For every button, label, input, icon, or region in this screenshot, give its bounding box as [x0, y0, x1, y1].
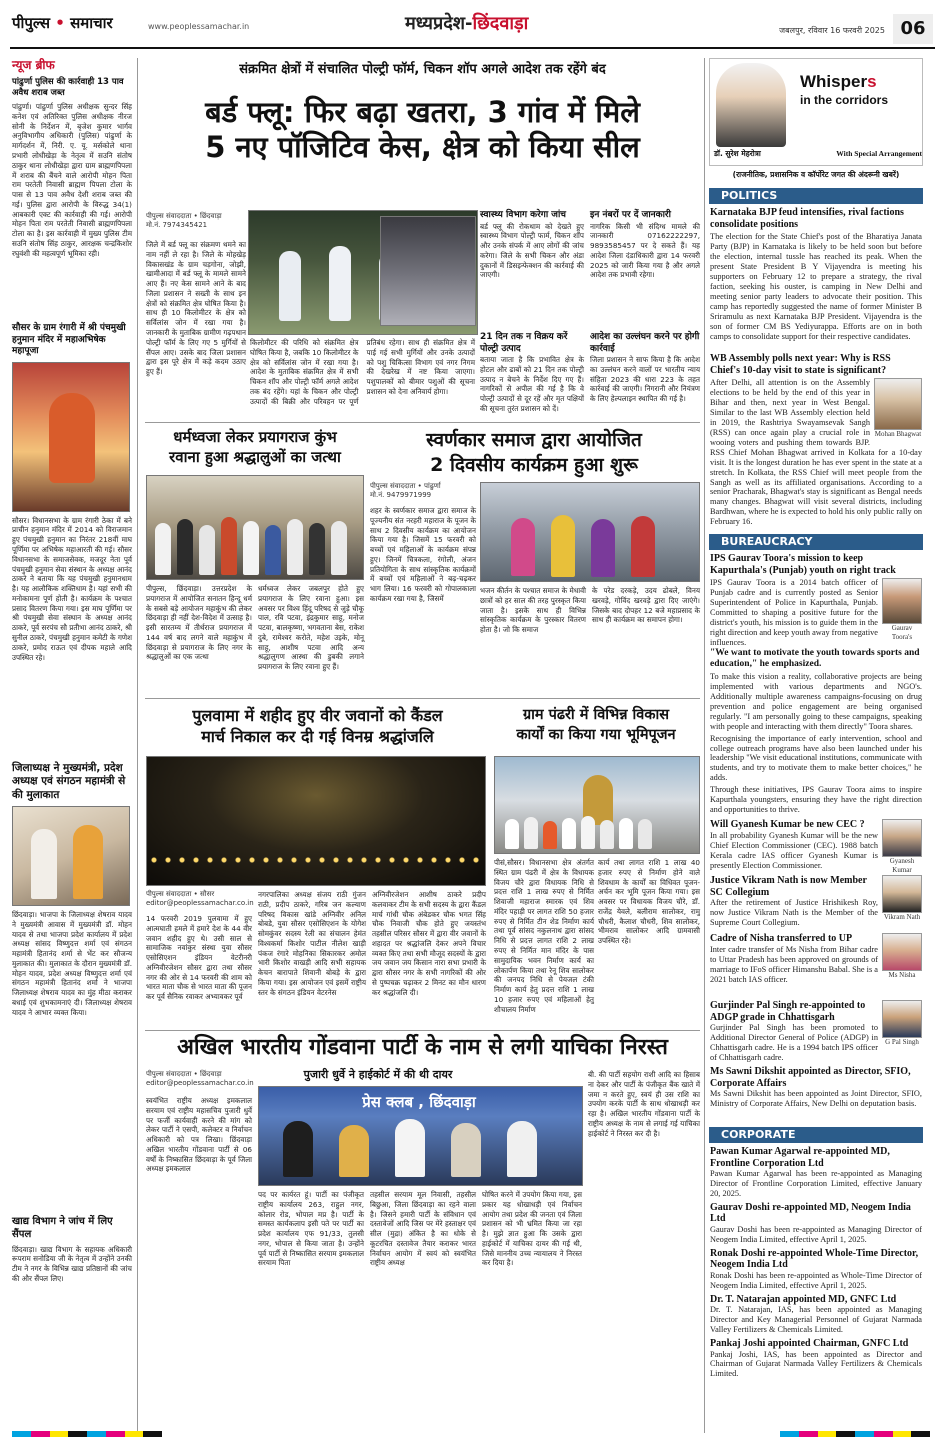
- gondwana-text-col5: बी. की पार्टी सहयोग राशी आदि का हिसाब ना देकर और पार्टी के पंजीकृत बैंक खाते में जमा न करते हुए, स्वयं ही उस राशि का उपयोग करके पार्टी के साथ धोखाधड़ी कर रहा है। अखिल भारतीय गोंडवाना पार्टी के राष्ट्रीय अध्यक्ष के नाम से लगाई गई याचिका हाईकोर्ट ने निरस्त कर दी है।: [588, 1070, 700, 1138]
- kumbh-group-photo: [146, 475, 364, 580]
- corporate-t4: Dr. T. Natarajan, IAS, has been appointed as Managing Director and Key Managerial Personnel of Gujarat Narmada Valley Fertilizers & Chemicals Limited.: [710, 1305, 922, 1335]
- bird-flu-inspection-photo: [380, 216, 476, 326]
- brief2-text: सौसर। विधानसभा के ग्राम रंगारी ठेका में बने प्राचीन हनुमान मंदिर में 2014 को विराजमान हुए पंचमुखी हनुमान का निरंतर 218वीं माघ पूर्णिमा पर अभिषेक महाआरती की गई। सौसर विधानसभा के समाजसेवक, मजदूर नेता पूर्व पंचमुखी हनुमान सेवा संस्थान के अध्यक्ष आनंद ठाकरे ने बताया कि यह पंचमुखी हनुमानधाम है। यह आलौकिक शक्तिधाम है। यहां सभी की मनोकामना पूर्ण होती है। कार्यक्रम के पश्चात प्रसाद वितरण किया गया। इस माघ पूर्णिमा पर श्री पंचमुखी सेवा संस्थान के अध्यक्ष आनंद ठाकरे, पूर्व सरपंच सौ प्रतीभा आनंद ठाकरे, श्री सुनील ठाकरे, पंचमुखी हनुमान कमेटी के गणेश ठाकरे, प्रमोद राऊत एवं दीपक महाले आदि उपस्थित रहे।: [12, 515, 132, 662]
- issue-date: जबलपुर, रविवार 16 फरवरी 2025: [779, 26, 885, 35]
- corporate-h3: Ronak Doshi re-appointed Whole-Time Director, Neogem India Ltd: [710, 1247, 919, 1271]
- gondwana-text-col2: पद पर कार्यरत हूं। पार्टी का पंजीकृत राष्ट्रीय कार्यालय 263, राहुल नगर, कोलार रोड, भोपाल मप्र है। पार्टी के समस्त कार्यकलाप इसी पते पर पार्टी का प्रदेश कार्यालय एफ 91/33, तुलसी नगर, भोपाल से किया जाता है। उन्होंने पूर्व पार्टी से निष्कासित सरयाम इमकलाल सरयाम पिता: [258, 1190, 364, 1268]
- bhagwat-caption: Mohan Bhagwat: [874, 430, 922, 438]
- brand-left: पीपुल्स: [12, 14, 51, 32]
- idol-shape: [49, 393, 95, 483]
- politics-section-bar: POLITICS: [709, 188, 923, 204]
- lead-side2-title: इन नंबरों पर दें जानकारी: [590, 210, 671, 220]
- color-registration-left: [12, 1431, 162, 1437]
- pulwama-headline-line2: मार्च निकाल कर दी गई विनम्र श्रद्धांजलि: [201, 726, 434, 746]
- special-arrangement: With Special Arrangement: [836, 149, 922, 158]
- woman-shape-1: [511, 518, 535, 576]
- nisha-story: [710, 933, 922, 985]
- bhagwat-photo: [874, 378, 922, 430]
- page-number: 06: [893, 14, 933, 44]
- swarnkar-mobile: मो.नं. 9479971999: [370, 490, 432, 499]
- swarnkar-text-col2: भजन कीर्तन के पश्चात समाज के मेधावी छात्रों को हर साल की तरह पुरस्कृत किया जाता है। इसके साथ ही विभिन्न सांस्कृतिक कार्यक्रम के पुरस्कार वितरण होता है। जो कि समाज: [480, 586, 586, 635]
- divider-2: [145, 698, 700, 699]
- gp-caption: G Pal Singh: [885, 1038, 919, 1046]
- brief1-text: पांढुर्णा। पांढुर्णा पुलिस अधीक्षक सुन्दर सिंह कनेश एवं अतिरिक्त पुलिस अधीक्षक नीरज सोनी के निर्देशन में, बृजेश कुमार भार्गव अनुविभागीय अधिकारी (पुलिस) पांढुर्णा के मार्गदर्शन में, निरी. ए. यू. मर्सकोले थाना प्रभारी लोधीखेड़ा के नेतृत्व में सउनि संतोष ठाकुर थाना लोधीखेड़ा द्वारा ग्राम ब्राह्मणपिपला में शराब की बैंचने वाले आरोपी मोहन पिता राम परतेती निवासी ब्राह्मण पिपला टोला के पास से 13 पाव अवैध देशी शराब जब्त की गई। पुलिस द्वारा आरोपी के विरुद्ध 34(1) आबकारी एक्ट की कार्रवाही की गई। आरोपी मोहन पिता राम परतेती निवासी ब्राह्मणपिपला टोला का है। इस कार्रवाही में मुख्य पुलिस टीम सउनि संतोष सिंह ठाकुर, आरक्षक चन्द्रकिशोर रघुवंशी की महत्वपूर्ण भूमिका रही।: [12, 102, 132, 258]
- corporate-t1: Pawan Kumar Agarwal has been re-appointed as Managing Director of Frontline Corporation Limited, effective January 20, 2025.: [710, 1169, 922, 1198]
- divider-3: [145, 1030, 700, 1031]
- gondwana-headline: अखिल भारतीय गोंडवाना पार्टी के नाम से लगी याचिका निरस्त: [177, 1035, 668, 1060]
- pulwama-byline: पीपुल्स संवाददाता • सौसर editor@peoplessamachar.co.in: [146, 890, 256, 912]
- cm-meeting-photo: [12, 806, 130, 906]
- gondwana-text-col1: स्वयंभित राष्ट्रीय अध्यक्ष इमकलाल सरयाम एवं राष्ट्रीय महासचिव पुजारी धुर्वे पर फर्जी कार्यवाही करने की मांग को लेकर पार्टी ने एसपी, कलेक्टर व निर्वाचन अधिकारी को पत्र लिखा। छिंदवाड़ा अखिल भारतीय गोंडवाना पार्टी से 06 वर्षों के निष्कासित छिंदवाड़ा के पूर्व जिला अध्यक्ष इमकलाल: [146, 1096, 252, 1174]
- vikram-photo: [882, 875, 922, 913]
- bureaucracy-h5: Gurjinder Pal Singh re-appointed to ADGP grade in Chhattisgarh: [710, 1000, 866, 1023]
- gyanesh-caption: Gyanesh Kumar: [889, 857, 915, 875]
- brief1-title: पांढुर्णा पुलिस की कार्रवाही 13 पाव अवैध शराब जब्त: [12, 77, 124, 99]
- bureaucracy-t2: To make this vision a reality, collaborative projects are being implemented with various departments and NGO's. Additionally multiple awareness campaigns-focusing on drug prevention and police engagement are being organised regularly. "I am personally going to these campaigns, speaking with people and interacting with them directly" Toora shares.: [710, 671, 922, 731]
- vikram-story: [710, 875, 922, 927]
- lead-byline-name: पीपुल्स संवाददाता: [146, 212, 192, 220]
- whispers-subtitle: in the corridors: [800, 93, 889, 107]
- gondwana-text-col3: तहसील सरयाम मूल निवासी, तहसील बिछुआ, जिला छिंदवाड़ा का रहने वाला है। जिसने हमारी पार्टी के संविधान एवं दस्तावेजों आदि जिस पर मेरे हस्ताक्षर एवं सील (मुद्रा) अंकित है का धोके से कूटरचित दस्तावेज तैयार कराकर भारत निर्वाचन आयोग में स्वयं को स्वयंभित राष्ट्रीय अध्यक्ष: [370, 1190, 476, 1268]
- pulwama-text-col1: 14 फरवरी 2019 पुलवामा में हुए आत्मघाती हमले में हमारे देश के 44 वीर जवान शहीद हुए थे। उसी साल से सामाजिक नवांकुर संस्था युवा सौसर एसोसिएशन इंडियन वेटरीनरी अग्निवीरजेशन सौसर द्वारा तथा सौसर नगर की ओर से 14 फरवरी की शाम को भारत माता चौक से भारत माता की पूजन कर पूर्व सैनिक रवाकर अभ्यावकर पूर्व: [146, 914, 252, 1002]
- columnist-name: डॉ. सुरेश मेहरोत्रा: [714, 149, 761, 158]
- kumbh-text-col2: धर्मध्वज लेकर जबलपुर होते हुए प्रयागराज के लिए रवाना हुआ। इस अवसर पर विश्व हिंदू परिषद से जुड़े चौकू पाल, रवि पटवा, इंद्रकुमार साहू, मनोज पटवा, बालकृष्णा, भगवताना बेस, राकेश दुबे, रामेश्वर करोते, महेश उइके, मोनू साहू, आशीष पटवा आदि अन्य श्रद्धालुगण आस्था की डुबकी लगाने प्रयागराज के लिए रवाना हुए हैं।: [258, 584, 364, 672]
- swarnkar-headline: [368, 428, 700, 477]
- brand-logo: [12, 14, 142, 36]
- corporate-section: [710, 1146, 922, 1431]
- swarnkar-event-photo: [480, 482, 700, 582]
- brief4-text: छिंदवाड़ा। खाद्य विभाग के सहायक अधिकारी रूपराम सनोडिया जी के नेतृत्व में उन्होंने उनकी टीम ने नगर के विभिन्न खाद्य प्रतिष्ठानों की जांच की और सैंपल लिए।: [12, 1244, 132, 1283]
- corporate-t3: Ronak Doshi has been re-appointed as Whole-Time Director of Neogem India Limited, effective April 1, 2025.: [710, 1270, 922, 1290]
- toora-story: [710, 578, 922, 646]
- corporate-t2: Gaurav Doshi has been re-appointed as Managing Director of Neogem India Limited, effective April 1, 2025.: [710, 1224, 922, 1244]
- pandhri-text-col2: कार्य तथा लागत राशि 1 लाख 40 हजार रुपए से निर्माण होने वाले शिवधाम के कार्यों का विधिवत पूजन-अर्चन कर भूमि पूजन किया गया। इस अवसर पर विधायक विजय चौरे, डॉ. राजेंद्र येवले, बलीराम सालोकर, रामु चौधरी, कैलाश चौधरी, शिव सालोकर, भीमराव सालोकर आदि ग्रामवासी उपस्थित रहे।: [598, 858, 700, 946]
- woman-shape-3: [591, 519, 615, 577]
- bureaucracy-t8: Gurjinder Pal Singh has been promoted to Additional Director General of Police (ADGP) in Chhattisgarh cadre. He is a 1994 batch IPS officer of Chhattisgarh cadre.: [710, 1023, 878, 1062]
- person-shape-1: [31, 829, 57, 899]
- politics-section: [710, 207, 922, 532]
- column-rule-left: [137, 58, 138, 1433]
- gyanesh-photo-box: [882, 819, 922, 875]
- corporate-h5: Pankaj Joshi appointed Chairman, GNFC Ltd: [710, 1338, 909, 1350]
- lead-headline-line1: बर्ड फ्लू: फिर बढ़ा खतरा, 3 गांव में मिले: [205, 95, 640, 129]
- swarnkar-byline-place: पांढुर्णा: [424, 482, 441, 490]
- swarnkar-headline-line1: स्वर्णकार समाज द्वारा आयोजित: [426, 429, 642, 451]
- bureaucracy-t5: In all probability Gyanesh Kumar will be the new Chief Election Commissioner (CEC). 1988 batch Kerala cadre IAS officer Gyanesh Kumar is presently Election Commissioner.: [710, 830, 878, 870]
- color-registration-right: [780, 1431, 930, 1437]
- bureaucracy-h4: Cadre of Nisha transferred to UP: [710, 933, 853, 945]
- lead-mobile: मो.नं. 7974345421: [146, 220, 208, 229]
- site-url[interactable]: www.peoplessamachar.in: [148, 22, 250, 31]
- press-people: [283, 1115, 563, 1177]
- bhagwat-photo-box: [874, 378, 922, 439]
- woman-shape-2: [551, 515, 575, 577]
- lead-side2: [590, 210, 700, 328]
- gondwana-byline-name: पीपुल्स संवाददाता: [146, 1070, 192, 1078]
- bureaucracy-t9: Ms Sawni Dikshit has been appointed as Joint Director, SFIO, Ministry of Corporate Affairs, New Delhi on deputation basis.: [710, 1089, 922, 1108]
- hanuman-temple-photo: [12, 362, 130, 512]
- whispers-title: [800, 73, 920, 106]
- bureaucracy-h2: Will Gyanesh Kumar be new CEC ?: [710, 819, 865, 831]
- kumbh-headline-line1: धर्मध्वजा लेकर प्रयागराज कुंभ: [173, 428, 337, 446]
- bureaucracy-section-lower: [710, 1000, 922, 1120]
- gyanesh-photo: [882, 819, 922, 857]
- kumbh-text-col1: पीपुल्स, छिंदवाड़ा। उत्तरप्रदेश के प्रयागराज में आयोजित सनातन हिन्दू धर्म के सबसे बड़े आयोजन महाकुंभ की लेकर छिंदवाड़ा ही नहीं देश-विदेश में उत्साह है। इसी सारतम्य में तीर्थराज प्रयागराज में 144 वर्ष बाद लगने वाले महाकुंभ में छिंदवाड़ा से प्रयागराज के लिए नगर के श्रद्धालुओं का एक जत्था: [146, 584, 252, 662]
- gp-singh-story: [710, 1000, 922, 1062]
- pulwama-text-col2: नगरपालिका अध्यक्ष संजय राठी गुंजन राठी, प्रदीप ठाकरे, गरिब जन कल्याण परिषद विकास खांडे अग्निवीर अनिल बोबडे, युवा सौसर एसोसिएशन के योगेश सोमकुंवर सदस्य रेली का संचालन हेमंत विश्वकर्मा किशोर पाटील नीलेश खाड़ी पंकज रंगारे मोहनिका सिकारकर अमोल भारी किशोर वाखड़ी आदि सभी सहायक केचन बारापाते शिवानी बोबड़े के द्वारा किया गया। इस आयोजन एवं इसमें राष्ट्रीय स्तर के संगठन इंडियन वेटरनेस: [258, 890, 366, 997]
- edition-state: मध्यप्रदेश-: [405, 13, 473, 34]
- toora-photo-box: [882, 578, 922, 642]
- lead-side4-title: आदेश का उल्लंघन करने पर होगी कार्रवाई: [590, 332, 700, 354]
- corporate-h4: Dr. T. Natarajan appointed MD, GNFC Ltd: [710, 1293, 897, 1305]
- candle-lights: [147, 855, 485, 865]
- pandhri-headline-line1: ग्राम पंढरी में विभिन्न विकास: [522, 707, 670, 723]
- politics-h2: WB Assembly polls next year: Why is RSS Chief's 10-day visit to state is significant?: [710, 353, 891, 376]
- gp-photo-box: [882, 1000, 922, 1047]
- edition-city: छिंदवाड़ा: [472, 13, 529, 34]
- press-club-banner: प्रेस क्लब , छिंदवाड़ा: [362, 1093, 476, 1111]
- kumbh-headline-line2: रवाना हुआ श्रद्धालुओं का जत्था: [169, 447, 341, 466]
- gondwana-byline-place: छिंदवाड़ा: [200, 1070, 222, 1078]
- bureaucracy-t7: Inter cadre transfer of Ms Nisha from Bihar cadre to Uttar Pradesh has been approved on grounds of marriage to IFoS officer Himanshu Babal. She is a 2021 batch IAS officer.: [710, 944, 878, 984]
- nisha-photo: [882, 933, 922, 971]
- lead-side4-text: जिला प्रशासन ने साफ किया है कि आदेश का उल्लंघन करने वालों पर भारतीय न्याय संहिता 2023 की धारा 223 के तहत कार्रवाई की जाएगी। निगरानी और नियंत्रण के लिए हेल्पलाइन स्थापित की गई है।: [590, 355, 700, 404]
- bureaucracy-t6: After the retirement of Justice Hrishikesh Roy, now Justice Vikram Nath is the Member of the Supreme Court Collegium.: [710, 898, 878, 928]
- gondwana-email[interactable]: editor@peoplessamachar.co.in: [146, 1078, 254, 1087]
- bureaucracy-h6: Ms Sawni Dikshit appointed as Director, SFIO, Corporate Affairs: [710, 1066, 911, 1089]
- lead-side1-text: बर्ड फ्लू की रोकथाम को देखते हुए स्वास्थ्य विभाग पोल्ट्री फार्म, चिकन शॉप और उनके संपर्क में आए लोगों की जांच करेगा। जिले के सभी चिकन और अंडा दुकानों में डिसइन्फेक्शन की कार्रवाई की जाएगी।: [480, 221, 584, 280]
- lead-side1: [480, 210, 584, 328]
- brief2-title: सौसर के ग्राम रंगारी में श्री पंचमुखी हनुमान मंदिर में महाअभिषेक महापूजा: [12, 323, 126, 357]
- lead-byline: पीपुल्स संवाददाता • छिंदवाड़ा मो.नं. 7974345421: [146, 212, 246, 234]
- columnist-photo: [716, 63, 786, 147]
- bureaucracy-t4: Through these initiatives, IPS Gaurav Toora aims to inspire Kapurthala youngsters, ensuring they have the right direction and opportunities to thrive.: [710, 785, 922, 815]
- pulwama-byline-place: सौसर: [200, 890, 215, 898]
- edition-title: [405, 12, 665, 35]
- pulwama-text-col3: अग्निवीरजेशन आशीष ठाकरे प्रदीप कलवाकर टीम के सभी सदस्य के द्वारा कैंडल मार्च गांधी चौक अंबेडकर चौक भगत सिंह चौक निवाजी चौक होते हुए जयस्तंभ तहसील परिसर सौसर में द्वारा वीर जवानों के शहादत पर श्रद्धांजलि देकर अपने विचार व्यक्त किए तथा सभी मौजूद सदस्यों के द्वारा जय जवान जय किसान नारा सभा प्रभारी के द्वारा सौसर नगर के सभी नागरिकों की ओर से पुष्पचक्र चढ़ाकर 2 मिनट का मौन धारण कर श्रद्धांजलि दी।: [372, 890, 486, 997]
- bhoomipujan-people: [505, 815, 691, 849]
- corporate-section-bar: CORPORATE: [709, 1127, 923, 1143]
- bureaucracy-t1: IPS Gaurav Toora is a 2014 batch officer of Punjab cadre and is currently posted as Senior Superintendent of Police in Kapurthala, Punjab. Committed to shaping a positive future for the district's youth, his mission is to guide them in the right direction and keep youth away from negative influences.: [710, 578, 878, 647]
- politics-story2: [710, 378, 922, 528]
- politics-t1: The election for the State Chief's post of the Bharatiya Janata Party (BJP) in Karnataka is likely to be held soon but before the election, internal tussle has reached its peak. When the present State President B Y Vijayendra is meeting his supporters on February 12 to prepare a strategy, the rival faction, seeking his ouster, is camping in New Delhi and meeting senior party leaders to advocate their position. This camp has reportedly suggested the name of former Minister B Sriramulu as next Karnataka BJP President. Vijayendra is the son of former CM BS Yediyurappa. Efforts are on in both camps to consolidate support for their respective candidates.: [710, 232, 922, 341]
- lead-headline-line2: 5 नए पॉजिटिव केस, क्षेत्र को किया सील: [205, 129, 640, 164]
- bureaucracy-h1: IPS Gaurav Toora's mission to keep Kapurthala's (Punjab) youth on right track: [710, 553, 896, 576]
- gyanesh-story: [710, 819, 922, 875]
- corporate-h2: Gaurav Doshi re-appointed MD, Neogem India Ltd: [710, 1201, 911, 1225]
- lead-side3-text: बताया जाता है कि प्रभावित क्षेत्र के होटल और ढाबों को 21 दिन तक पोल्ट्री उत्पाद न बेचने के निर्देश दिए गए हैं। नागरिकों से अपील की गई है कि वे पोल्ट्री उत्पादों से दूर रहें और मृत पक्षियों की सूचना तुरंत प्रशासन को दें।: [480, 355, 584, 413]
- whispers-title-s: s: [867, 72, 877, 91]
- lead-side4: [590, 332, 700, 418]
- woman-shape-4: [631, 516, 655, 577]
- gondwana-text-col4: घोषित करने में उपयोग किया गया, इस प्रकार यह धोखाधड़ी एवं निर्वाचन आयोग तथा प्रदेश की जनता एवं जिला प्रशासन को भी भ्रमित किया जा रहा है। मुझे ज्ञात हुआ कि उसके द्वारा हाईकोर्ट में याचिका दायर की गई थी, जिसे माननीय उच्च न्यायालय ने निरस्त कर दिया है।: [482, 1190, 582, 1268]
- pulwama-email[interactable]: editor@peoplessamachar.co.in: [146, 898, 254, 907]
- pulwama-headline-line1: पुलवामा में शहीद हुए वीर जवानों को कैंडल: [192, 706, 443, 725]
- swarnkar-text-col3: के परेड दरकड़े, उदय ढोबले, विनय खरवड़े, गोविंद खरवड़े द्वारा दिए जाएंगे। जिसके बाद दोपहर 12 बजे महाप्रसाद के साथ ही कार्यक्रम का समापन होगा।: [592, 586, 700, 625]
- lead-side1-title: स्वास्थ्य विभाग करेगा जांच: [480, 210, 567, 220]
- lead-side3-title: 21 दिन तक न विक्रय करें पोल्ट्री उत्पाद: [480, 332, 568, 354]
- bureaucracy-section-bar: BUREAUCRACY: [709, 534, 923, 550]
- swarnkar-byline-name: पीपुल्स संवाददाता: [370, 482, 416, 490]
- lead-byline-place: छिंदवाड़ा: [200, 212, 222, 220]
- kumbh-people: [155, 513, 355, 575]
- bhoomipujan-photo: [494, 756, 700, 854]
- press-club-photo: [258, 1086, 583, 1186]
- news-brief-column: [12, 58, 132, 1428]
- swarnkar-text-col1: शहर के स्वर्णकार समाज द्वारा समाज के पूज्यनीय संत नरहरी महाराज के पूजन के साथ 2 दिवसीय कार्यक्रम का आयोजन किया गया है। जिसमें 15 फरवरी को बच्चों एवं महिलाओं के कार्यक्रम संपन्न हुए। जिनमें चित्रकला, रंगोली, अंजन प्रतियोगिता के साथ सांस्कृतिक कार्यक्रमों में बच्चों एवं महिलाओं ने बढ़-चढ़कर भाग लिया। 16 फरवरी को गोपालकाला कार्यक्रम रखा गया है, जिसमें: [370, 506, 476, 604]
- bureaucracy-h3: Justice Vikram Nath is now Member SC Collegium: [710, 875, 867, 898]
- pandhri-headline: [492, 706, 700, 745]
- lead-headline: [145, 95, 700, 165]
- divider-1: [145, 422, 700, 423]
- lead-side3: [480, 332, 584, 418]
- politics-t2: After Delhi, all attention is on the Assembly elections to be held by the end of this year in Bihar and then, next year in West Bengal. Similar to the last WB Assembly election held in 2019, the Rashtriya Swayamsevak Sangh (RSS) can once again play a crucial role in wooing voters and pushing them towards BJP. RSS Chief Mohan Bhagwat arrived in Kolkata for a 10-day visit. It is the longest duration he has ever spent in the state at a stretch. In Kolkata, the RSS Chief will meet people from the Sangh as well as its affiliated organisations. According to a senior Pracharak, Bhagwat's stay is significant as Bengal needs many changes. Bhagwat will visit several districts, including Bardhwan, where he is expected to hold his only public rally on February 16.: [710, 378, 922, 527]
- kumbh-headline: [145, 428, 365, 467]
- pandhri-text-col1: पीसं,सौसर। विधानसभा क्षेत्र अंतर्गत स्थित ग्राम पंढरी में क्षेत्र के विधायक विजय चौरे द्वारा विधायक निधि से प्रदत्त राशि 1 लाख रुपए से निर्मित शिवाजी महाराज स्मारक एवं शिव मंदिर पहाड़ी पर लागत राशि 50 हजार रुपए से निर्मित टीन शेड निर्माण कार्य तथा पूर्व सांसद नकुलनाथ द्वारा सांसद निधि से प्रदत्त लागत राशि 2 लाख रुपए से निर्मित मान मंदिर के पास सामुदायिक भवन निर्माण कार्य का लोकार्पण किया तथा रेनू शिव सालोकर की जनपद निधि से पेयजल टंकी निर्माण कार्य हेतु प्रदत्त राशि 1 लाख 10 हजार रुपए एवं महिलाओं हेतु शौचालय निर्माण: [494, 858, 594, 1014]
- header-rule: [10, 47, 935, 49]
- toora-caption: Gaurav Toora's: [891, 624, 913, 641]
- brand-dot-icon: •: [55, 14, 65, 32]
- bureaucracy-t3: Recognising the importance of early intervention, school and college outreach programs have also been launched under his leadership "We visit educational institutions, communicate with students, and try to motivate them to make better choices," he adds.: [710, 733, 922, 783]
- swarnkar-byline: पीपुल्स संवाददाता • पांढुर्णा मो.नं. 9479971999: [370, 482, 475, 504]
- toora-photo: [882, 578, 922, 624]
- brief4-title: खाद्य विभाग ने जांच में लिए सैंपल: [12, 1215, 113, 1240]
- gp-photo: [882, 1000, 922, 1038]
- gondwana-subhead: पुजारी धुर्वे ने हाईकोर्ट में की थी दायर: [303, 1068, 453, 1081]
- pandhri-headline-line2: कार्यों का किया गया भूमिपूजन: [516, 726, 676, 743]
- top-banner-headline: संक्रमित क्षेत्रों में संचालित पोल्ट्री फॉर्म, चिकन शॉप अगले आदेश तक रहेंगे बंद: [239, 62, 606, 77]
- brief3-title: जिलाध्यक्ष ने मुख्यमंत्री, प्रदेश अध्यक्ष एवं संगठन महामंत्री से की मुलाकात: [12, 761, 126, 801]
- corporate-t5: Pankaj Joshi, IAS, has been appointed as Director and Chairman of Gujarat Narmada Valley Fertilizers & Chemicals Limited.: [710, 1349, 922, 1379]
- whispers-title-word: Whisper: [800, 72, 868, 91]
- brief3-text: छिंदवाड़ा। भाजपा के जिलाध्यक्ष शेषराव यादव ने मुख्यमंत्री आवास में मुख्यमंत्री डॉ. मोहन यादव से तथा भाजपा प्रदेश कार्यालय में प्रदेश अध्यक्ष सांसद विष्णुदत्त शर्मा एवं संगठन महामंत्री हितानंद शर्मा से भेंट कर सौजन्य मुलाकात की। मुलाकात के दौरान मुख्यमंत्री डॉ. मोहन यादव, प्रदेश अध्यक्ष विष्णुदत्त शर्मा एवं संगठन महामंत्री हितानंद शर्मा ने भाजपा जिलाध्यक्ष शेषराव यादव का मुंह मीठा कराकर बधाई एवं शुभकामनाएं दी। जिलाध्यक्ष शेषराव यादव ने आभार व्यक्त किया।: [12, 909, 132, 1017]
- toora-quote: "We want to motivate the youth towards sports and education," he emphasized.: [710, 648, 920, 669]
- news-brief-label: न्यूज ब्रीफ: [12, 58, 55, 72]
- ppe-worker-2: [329, 246, 351, 321]
- vikram-photo-box: [882, 875, 922, 922]
- column-rule-right: [704, 58, 705, 1433]
- candle-march-photo: [146, 756, 486, 886]
- gondwana-byline: पीपुल्स संवाददाता • छिंदवाड़ा editor@peoplessamachar.co.in: [146, 1070, 256, 1092]
- nisha-caption: Ms Nisha: [888, 971, 916, 980]
- ppe-worker-1: [279, 251, 301, 321]
- lead-text-col2: किलोमीटर की परिधि को संक्रमित क्षेत्र घोषित किया है, जबकि 10 किलोमीटर के क्षेत्र को सर्विलांस जोन में रखा गया है। आदेश के मुताबिक संक्रमित क्षेत्र में सभी चिकन शॉप और पोल्ट्री फॉर्म अगले आदेश तक बंद रहेंगे। यहां के चिकन और पोल्ट्री उत्पादों की बिक्री और परिवहन पर पूर्ण प्रतिबंध रहेगा। साथ ही संक्रमित क्षेत्र में पाई गई सभी मुर्गियों और उनके उत्पादों को पशु चिकित्सा विभाग एवं नगर निगम की देखरेख में नष्ट किया जाएगा। पशुपालकों को बीमार पशुओं की सूचना प्रशासन को देना अनिवार्य होगा।: [250, 338, 475, 406]
- politics-h1: Karnataka BJP feud intensifies, rival factions consolidate positions: [710, 207, 904, 230]
- lead-side2-text: नागरिक किसी भी संदिग्ध मामले की जानकारी 07162222297, 9893585457 पर दे सकते हैं। यह आदेश जिला दंडाधिकारी द्वारा 14 फरवरी 2025 को जारी किया गया है और अगले आदेश तक प्रभावी रहेगा।: [590, 221, 700, 280]
- nisha-photo-box: [882, 933, 922, 980]
- swarnkar-headline-line2: 2 दिवसीय कार्यक्रम हुआ शुरू: [430, 453, 638, 476]
- vikram-caption: Vikram Nath: [883, 913, 921, 922]
- whispers-tagline: (राजनीतिक, प्रशासनिक व कॉर्पोरेट जगत की अंदरूनी खबरें): [732, 170, 900, 179]
- pulwama-byline-name: पीपुल्स संवाददाता: [146, 890, 192, 898]
- person-shape-2: [73, 825, 103, 899]
- lead-text-col1: जिले में बर्ड फ्लू का संक्रमण थमने का नाम नहीं ले रहा है। जिले के मोहखेड़ विकासखंड के ग्राम चड़गोना, जोझी, खामीआदा में बर्ड फ्लू के मामले सामने आए हैं। नए केस सामने आने के बाद जिला प्रशासन ने सख्ती के साथ इन क्षेत्रों को संक्रमित क्षेत्र घोषित किया है। साथ ही 10 किलोमीटर के क्षेत्र को सर्विलांस जोन में रखा गया है। जानकारी के मुताबिक ग्रामीण गढ़पथान पोल्ट्री फॉर्म के लिए गए 5 मुर्गियों से सैंपल आए। उसके बाद जिला प्रशासन द्वारा इस पूरे क्षेत्र में कड़े कदम उठाए हुए हैं।: [146, 240, 246, 377]
- brand-right: समाचार: [70, 14, 113, 32]
- whispers-box: [709, 58, 923, 166]
- pulwama-headline: [145, 706, 490, 748]
- corporate-h1: Pawan Kumar Agarwal re-appointed MD, Frontline Corporation Ltd: [710, 1146, 890, 1169]
